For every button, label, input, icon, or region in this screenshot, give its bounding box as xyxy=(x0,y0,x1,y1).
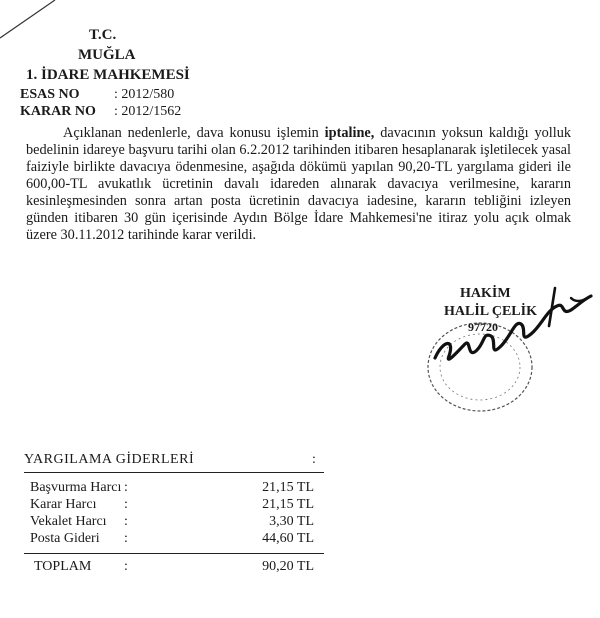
ruling-text-rest: davacının yoksun kaldığı yolluk bedelinin idareye başvuru tarihi olan 6.2.2012 tarihinden itibaren hesaplanarak işletilecek yasal faiziyle birlikte davacıya ödenmesine, aşağıda dökümü yapılan 90,20-TL yargılama gideri ile 600,00-TL avukatlık ücretinin davalı idareden alınarak davacıya verilmesine, kararın kesinleşmesinden sonra artan posta ücretinin davacıya iadesine, kararın tebliğini izleyen günden itibaren 30 gün içerisinde Aydın Bölge İdare Mahkemesi'ne itiraz yolu açık olmak üzere 30.11.2012 tarihinde karar verildi. xyxy=(26,125,571,243)
cost-name: Posta Gideri xyxy=(30,531,100,546)
corner-scan-line xyxy=(0,0,60,40)
ruling-paragraph xyxy=(26,125,571,244)
cost-name: Başvurma Harcı xyxy=(30,480,122,495)
ruling-text-start: Açıklanan nedenlerle, dava konusu işlemin xyxy=(63,125,325,141)
cost-value: 21,15 TL xyxy=(262,497,314,512)
total-row xyxy=(24,558,324,576)
karar-label: KARAR NO xyxy=(20,104,96,119)
cost-name: Vekalet Harcı xyxy=(30,514,107,529)
total-colon: : xyxy=(124,559,128,574)
costs-divider xyxy=(24,472,324,473)
cost-colon: : xyxy=(124,497,128,512)
cost-value: 44,60 TL xyxy=(262,531,314,546)
judge-name: HALİL ÇELİK xyxy=(444,304,537,319)
cost-row xyxy=(24,479,324,496)
esas-value: : 2012/580 xyxy=(114,87,175,102)
ruling-emphasis: iptaline, xyxy=(324,125,375,141)
cost-row xyxy=(24,530,324,547)
cost-row xyxy=(24,496,324,513)
header-country: T.C. xyxy=(89,27,117,43)
cost-value: 3,30 TL xyxy=(269,514,314,529)
cost-value: 21,15 TL xyxy=(262,480,314,495)
judge-title: HAKİM xyxy=(460,286,511,301)
costs-table xyxy=(24,452,324,576)
cost-colon: : xyxy=(124,480,128,495)
karar-value: : 2012/1562 xyxy=(114,104,182,119)
costs-title-row xyxy=(24,452,324,472)
esas-label: ESAS NO xyxy=(20,87,80,102)
judge-registry: 97720 xyxy=(468,320,498,334)
costs-title: YARGILAMA GİDERLERİ xyxy=(24,452,195,467)
cost-row xyxy=(24,513,324,530)
handwritten-signature-icon xyxy=(425,280,600,380)
costs-title-colon: : xyxy=(312,452,316,467)
esas-row xyxy=(20,86,174,103)
cost-colon: : xyxy=(124,514,128,529)
total-divider xyxy=(24,553,324,554)
judge-signature-block xyxy=(410,280,600,420)
cost-name: Karar Harcı xyxy=(30,497,97,512)
cost-colon: : xyxy=(124,531,128,546)
total-value: 90,20 TL xyxy=(262,559,314,574)
header-city: MUĞLA xyxy=(78,47,136,63)
total-label: TOPLAM xyxy=(34,559,92,574)
karar-row xyxy=(20,103,181,120)
header-court: 1. İDARE MAHKEMESİ xyxy=(26,67,190,83)
